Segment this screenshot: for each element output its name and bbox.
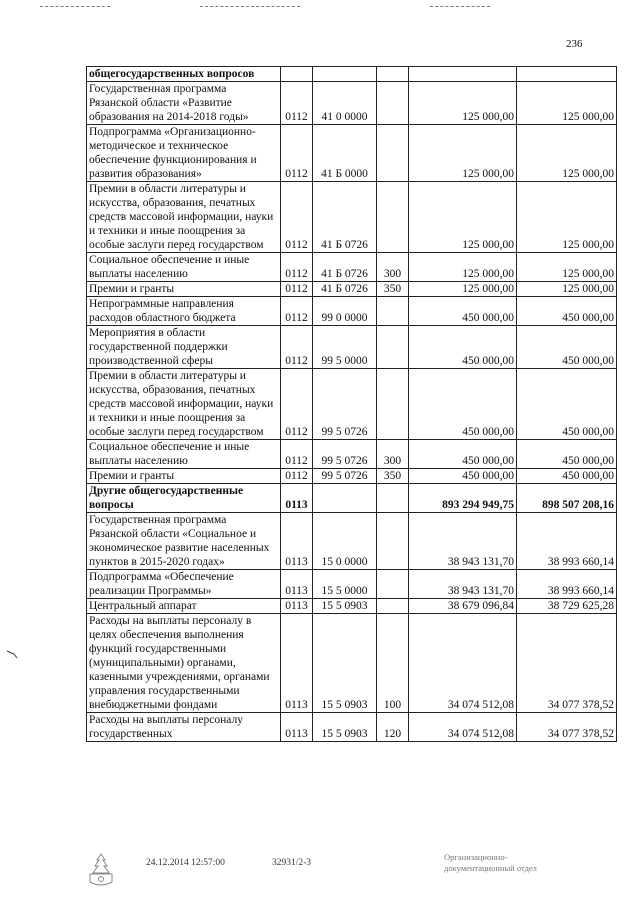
scan-edge-mark [40, 6, 110, 7]
section-code-cell: 0113 [281, 614, 313, 713]
row-name-cell: Непрограммные направления расходов областного бюджета [87, 297, 281, 326]
section-code-cell: 0112 [281, 125, 313, 182]
amount-2015-cell: 893 294 949,75 [409, 484, 517, 513]
table-row [87, 369, 617, 440]
stamp-line: Организационно- [444, 852, 508, 862]
target-article-cell: 41 Б 0726 [313, 182, 377, 253]
table-row [87, 440, 617, 469]
table-row [87, 599, 617, 614]
amount-2015-cell: 34 074 512,08 [409, 614, 517, 713]
amount-2015-cell: 125 000,00 [409, 125, 517, 182]
amount-2016-cell: 34 077 378,52 [517, 713, 617, 742]
amount-2016-cell: 125 000,00 [517, 282, 617, 297]
section-code-cell: 0112 [281, 440, 313, 469]
target-article-cell: 15 5 0000 [313, 570, 377, 599]
expense-type-cell [377, 513, 409, 570]
target-article-cell: 99 5 0000 [313, 326, 377, 369]
row-name-cell: Мероприятия в области государственной поддержки производственной сферы [87, 326, 281, 369]
expense-type-cell: 120 [377, 713, 409, 742]
expense-type-cell [377, 369, 409, 440]
row-name-cell: Центральный аппарат [87, 599, 281, 614]
section-code-cell: 0112 [281, 369, 313, 440]
target-article-cell: 41 Б 0726 [313, 282, 377, 297]
row-name-cell: Другие общегосударственные вопросы [87, 484, 281, 513]
amount-2016-cell: 450 000,00 [517, 469, 617, 484]
amount-2015-cell: 38 943 131,70 [409, 513, 517, 570]
amount-2016-cell: 38 729 625,28 [517, 599, 617, 614]
coat-of-arms-logo [86, 852, 116, 888]
footer-doc-number: 32931/2-3 [272, 858, 312, 868]
stamp-line: документационный отдел [444, 863, 537, 873]
section-code-cell: 0113 [281, 570, 313, 599]
amount-2015-cell: 34 074 512,08 [409, 713, 517, 742]
table-row [87, 513, 617, 570]
target-article-cell: 99 5 0726 [313, 440, 377, 469]
section-code-cell: 0112 [281, 326, 313, 369]
table-row [87, 67, 617, 82]
section-code-cell: 0112 [281, 82, 313, 125]
section-code-cell: 0113 [281, 513, 313, 570]
section-code-cell: 0112 [281, 182, 313, 253]
expense-type-cell [377, 326, 409, 369]
expense-type-cell: 100 [377, 614, 409, 713]
table-row [87, 297, 617, 326]
side-mark [6, 648, 18, 660]
table-row [87, 570, 617, 599]
amount-2015-cell: 125 000,00 [409, 253, 517, 282]
amount-2015-cell: 450 000,00 [409, 297, 517, 326]
amount-2015-cell: 450 000,00 [409, 469, 517, 484]
expense-type-cell [377, 570, 409, 599]
expense-type-cell [377, 484, 409, 513]
row-name-cell: Подпрограмма «Обеспечение реализации Программы» [87, 570, 281, 599]
amount-2016-cell: 38 993 660,14 [517, 513, 617, 570]
amount-2015-cell: 38 943 131,70 [409, 570, 517, 599]
expense-type-cell [377, 125, 409, 182]
amount-2016-cell: 34 077 378,52 [517, 614, 617, 713]
table-row [87, 614, 617, 713]
expense-type-cell [377, 599, 409, 614]
target-article-cell: 15 5 0903 [313, 599, 377, 614]
budget-table [86, 66, 617, 742]
row-name-cell: общегосударственных вопросов [87, 67, 281, 82]
amount-2016-cell: 450 000,00 [517, 440, 617, 469]
amount-2016-cell: 125 000,00 [517, 82, 617, 125]
expense-type-cell: 350 [377, 469, 409, 484]
table-row [87, 326, 617, 369]
expense-type-cell [377, 182, 409, 253]
table-row [87, 282, 617, 297]
amount-2015-cell: 125 000,00 [409, 82, 517, 125]
target-article-cell: 41 0 0000 [313, 82, 377, 125]
expense-type-cell [377, 297, 409, 326]
table-row [87, 125, 617, 182]
section-code-cell: 0112 [281, 282, 313, 297]
amount-2016-cell [517, 67, 617, 82]
target-article-cell: 15 5 0903 [313, 713, 377, 742]
amount-2015-cell [409, 67, 517, 82]
target-article-cell: 15 0 0000 [313, 513, 377, 570]
row-name-cell: Премии и гранты [87, 469, 281, 484]
scan-edge-mark [430, 6, 490, 7]
table-row [87, 469, 617, 484]
table-row [87, 713, 617, 742]
expense-type-cell [377, 82, 409, 125]
target-article-cell: 99 5 0726 [313, 469, 377, 484]
page-number: 236 [566, 38, 583, 50]
section-code-cell: 0113 [281, 599, 313, 614]
amount-2015-cell: 450 000,00 [409, 440, 517, 469]
target-article-cell: 41 Б 0726 [313, 253, 377, 282]
expense-type-cell: 300 [377, 253, 409, 282]
table-row [87, 484, 617, 513]
section-code-cell: 0113 [281, 484, 313, 513]
target-article-cell: 41 Б 0000 [313, 125, 377, 182]
row-name-cell: Государственная программа Рязанской области «Социальное и экономическое развитие населенных пунктов в 2015-2020 годах» [87, 513, 281, 570]
section-code-cell: 0112 [281, 297, 313, 326]
amount-2015-cell: 450 000,00 [409, 326, 517, 369]
target-article-cell [313, 484, 377, 513]
row-name-cell: Премии в области литературы и искусства, образования, печатных средств массовой информации, науки и техники и иные поощрения за особые заслуги перед государством [87, 182, 281, 253]
footer-datetime: 24.12.2014 12:57:00 [146, 858, 225, 868]
amount-2015-cell: 450 000,00 [409, 369, 517, 440]
section-code-cell: 0112 [281, 253, 313, 282]
amount-2016-cell: 898 507 208,16 [517, 484, 617, 513]
amount-2016-cell: 125 000,00 [517, 253, 617, 282]
table-row [87, 82, 617, 125]
table-row [87, 253, 617, 282]
row-name-cell: Расходы на выплаты персоналу государственных [87, 713, 281, 742]
expense-type-cell: 300 [377, 440, 409, 469]
table-row [87, 182, 617, 253]
amount-2016-cell: 450 000,00 [517, 326, 617, 369]
row-name-cell: Премии и гранты [87, 282, 281, 297]
amount-2015-cell: 125 000,00 [409, 182, 517, 253]
target-article-cell: 99 5 0726 [313, 369, 377, 440]
target-article-cell: 99 0 0000 [313, 297, 377, 326]
section-code-cell [281, 67, 313, 82]
department-stamp [444, 852, 537, 874]
amount-2016-cell: 125 000,00 [517, 182, 617, 253]
row-name-cell: Расходы на выплаты персоналу в целях обеспечения выполнения функций государственными (муниципальными) органами, казенными учреждениями, органами управления государственными внебюджетными фондами [87, 614, 281, 713]
row-name-cell: Премии в области литературы и искусства, образования, печатных средств массовой информации, науки и техники и иные поощрения за особые заслуги перед государством [87, 369, 281, 440]
expense-type-cell [377, 67, 409, 82]
target-article-cell [313, 67, 377, 82]
section-code-cell: 0112 [281, 469, 313, 484]
amount-2015-cell: 38 679 096,84 [409, 599, 517, 614]
row-name-cell: Подпрограмма «Организационно-методическое и техническое обеспечение функционирования и развития образования» [87, 125, 281, 182]
scan-edge-mark [200, 6, 300, 7]
target-article-cell: 15 5 0903 [313, 614, 377, 713]
amount-2016-cell: 125 000,00 [517, 125, 617, 182]
amount-2016-cell: 38 993 660,14 [517, 570, 617, 599]
row-name-cell: Социальное обеспечение и иные выплаты населению [87, 253, 281, 282]
row-name-cell: Социальное обеспечение и иные выплаты населению [87, 440, 281, 469]
section-code-cell: 0113 [281, 713, 313, 742]
expense-type-cell: 350 [377, 282, 409, 297]
amount-2016-cell: 450 000,00 [517, 297, 617, 326]
amount-2016-cell: 450 000,00 [517, 369, 617, 440]
amount-2015-cell: 125 000,00 [409, 282, 517, 297]
row-name-cell: Государственная программа Рязанской области «Развитие образования на 2014-2018 годы» [87, 82, 281, 125]
